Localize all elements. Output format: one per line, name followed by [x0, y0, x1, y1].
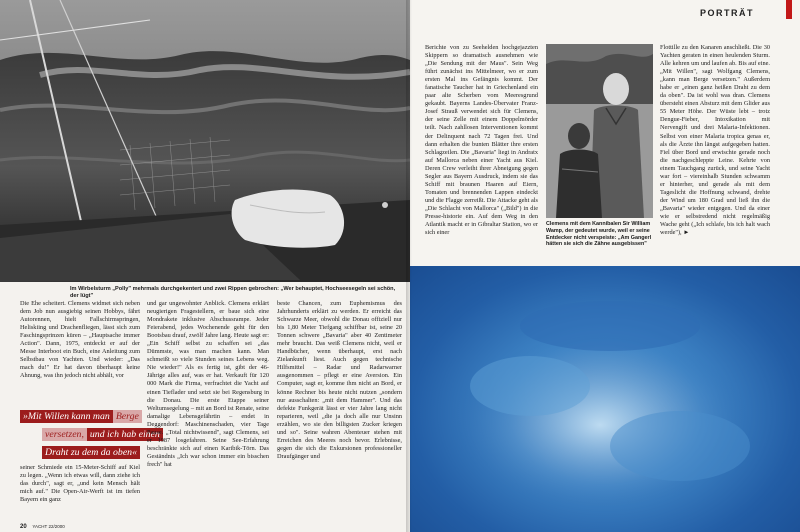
portrait-caption: Clemens mit dem Kannibalen Sir William Wamp, der gedeutet wurde, weil er seine Entdecker nicht verspeiste: „Am Gangerl hätten sie sich die Zähne ausgebissen"	[546, 221, 652, 248]
pull-quote-line-1-faded: Berge	[113, 410, 142, 423]
body-column-top-mid	[425, 44, 538, 264]
body-text: Die Ehe scheitert. Clemens widmet sich neben dem Job nun ausgiebig seinen Hobbys, fährt Autorennen, hielt Fallschirmspringen, Heliskiing und Drachenfliegen, lässt sich zum Faschingsprinzen küren – „Hauptsache immer Action". Dann, 1975, entdeckt er auf der Messe Interboot ein Buch, eine Anleitung zum Selbstbau von Yachten. Und wieder: „Das mach du!" Er hat davon überhaupt keine Ahnung, was ihn jedoch nicht abhält, vor	[20, 300, 140, 380]
body-text: Berichte von zu Seehelden hochgejazzten Skippern so dramatisch ausnehmen wie „Die Sendung mit der Maus". Sein Weg führt zunächst ins Mittelmeer, wo er zum ersten Mal ins Gefängnis kommt. Der fanatische Taucher hat in Griechenland ein paar alte Scherben vom Meeresgrund gekaubt. Bayerns Landes-Übervater Franz-Josef Strauß verwendet sich für Clemens, der seine Zelle mit einem Doppelmörder teilt. Nach zahllosen Interventionen kommt der Delinquent nach 72 Tagen frei. Und dann erhalten die bunten Blätter ihre ersten Schlagzeilen. Die „Bavaria" liegt in Andratx auf Mallorca neben einer Yacht aus Kiel. Deren Crew verleiht ihrer Abneigung gegen Segler aus Bayern Ausdruck, indem sie das Schiff mit braunen Haaren auf Eiern, Tomaten und brennenden Lappen eindeckt und die Flagge zerreißt. Die Attacke geht als „Die Schlacht von Mallorca" („Bild") in die Presse-historie ein. Auf dem Weg in den Atlantik macht er in Gibraltar Station, wo er sich einer	[425, 44, 538, 237]
photo-left-caption: Im Wirbelsturm „Polly" mehrmals durchgekentert und zwei Rippen gebrochen: „Wer behauptet, Hochseesegeln sei schön, der lügt"	[70, 286, 396, 299]
pull-quote-line-2b: und ich hab einen	[87, 428, 163, 441]
body-text: Flottille zu den Kanaren anschließt. Die 30 Yachten geraten in einen heulenden Sturm. Alle kehren um und laufen ab. Bis auf eine. „Mit Willen", sagt Wolfgang Clemens, „kann man Berge versetzen." Außerdem habe er „einen ganz heißen Draht zu dem da oben". Da ist wohl was dran. Clemens übersteht einen Absturz mit dem Glider aus 55 Meter Höhe. Der Wüste lebt – trotz Dengue-Fieber, Intoxikation mit Nervengift und drei Malaria-Infektionen. Selbst von einer Malaria tropica genas er, als die Ärzte ihn längst aufgegeben hatten. Fiel über Bord und erwischte gerade noch die nachgeschleppte Leine. Kehrte von einem Tauchgang zurück, und seine Yacht war fort – viereinhalb Stunden schwamm er hinterher, und gerade als mit dem Tageslicht die Hoffnung schwand, drehte der Wind um 180 Grad und ließ ihn die „Bavaria" wieder entgegen. Und da einer wie er selbstredend nicht regelmäßig Wache geht („Ich schlafe, bis ich halt wach werde"), ►	[660, 44, 770, 237]
body-text: beste Chancen, zum Euphemismus des Jahrhunderts erklärt zu werden. Er erreicht das Schwarze Meer, obwohl die Donau offiziell nur bis 1,80 Meter Tiefgang schiffbar ist, seine 20 Tonnen schwere „Bavaria" aber 40 Zentimeter mehr braucht. Das weiß Clemens nicht, weil er Handbücher, wenn überhaupt, erst nach Zielankunft liest. Auch gegen technische Hilfsmittel – Radar und Radarwarner ausgenommen – pflegt er eine Aversion. Ein Computer, sagt er, komme ihm nicht an Bord, er könne Rechner bis heute nicht nutzen „sondern nur ausschalten: „mit dem Hammer". Und das defekte Funkgerät lässt er vier Jahre lang nicht reparieren, weil „die ja doch alle nur Unsinn erzählen, wo sie den billigsten Zucker kriegen und so". Seine wahren Abenteuer stehen mit Erreichen des Meeres noch bevor. Erlebnisse, gegen die sich die Exkursionen professioneller Draufgänger und	[277, 300, 402, 460]
body-column-top-right	[660, 44, 770, 254]
portrait-photo	[546, 44, 653, 218]
pull-quote-line-2: versetzen,	[42, 428, 87, 441]
body-text: und gar ungewohnter Anblick. Clemens erklärt neugierigen Fragestellern, er baue sich eine Mondrakete inklusive Abschussrampe. Jeder Feierabend, jedes Wochenende geht für den Bootsbau drauf, zwölf Jahre lang. Heute sagt er: „Ein Schiff selbst zu schaffen sei „das Dümmste, was man machen kann. Man schmeißt so viele Stunden seines Lebens weg. Nie wieder!" Als es fertig ist, gibt der 46-Jährige alles auf, was er hat. Verkauft für 120 000 Mark die Firma, verfrachtet die Yacht auf einen Tieflader und setzt sie bei Regensburg in die Donau. Die erste Etappe seiner Weltumsegelung – mit an Bord ist Renate, seine damalige Lebensgefährtin – endet in Deggendorf: Maschinenschaden, vier Tage Pause. „Total nichtwissend", sagt Clemens, sei er 1987 losgefahren. Seine See-Erfahrung beschränkte sich auf einen Karibik-Törn. Das Geständnis „Ich war schon immer ein bisschen frech" hat	[147, 300, 269, 468]
page-number: 20	[20, 524, 27, 530]
body-text: seiner Schmiede ein 15-Meter-Schiff auf Kiel zu legen. „Wenn ich etwas will, dann ziehe ich das durch", sagt er, „und kein Mensch hält mich auf." Die Open-Air-Werft ist im tiefen Bayern ein ganz	[20, 464, 140, 504]
body-column-1a	[20, 300, 140, 405]
magazine-issue: YACHT 22/2000	[32, 524, 65, 529]
section-marker	[786, 0, 792, 19]
body-column-3	[277, 300, 402, 525]
pull-quote	[20, 406, 160, 462]
body-column-2	[147, 300, 269, 525]
storm-scene-illustration	[0, 0, 410, 282]
body-column-1b	[20, 464, 140, 520]
page-footer	[20, 523, 65, 531]
pull-quote-line-1: »Mit Willen kann man	[20, 410, 113, 423]
blue-water-illustration	[410, 266, 800, 532]
blue-advertisement-image	[410, 266, 800, 532]
pull-quote-line-3: Draht zu dem da oben«	[42, 446, 140, 459]
sailing-storm-photo	[0, 0, 410, 282]
spine-shadow	[406, 0, 412, 532]
portrait-illustration	[546, 44, 653, 218]
section-header: PORTRÄT	[700, 8, 754, 18]
